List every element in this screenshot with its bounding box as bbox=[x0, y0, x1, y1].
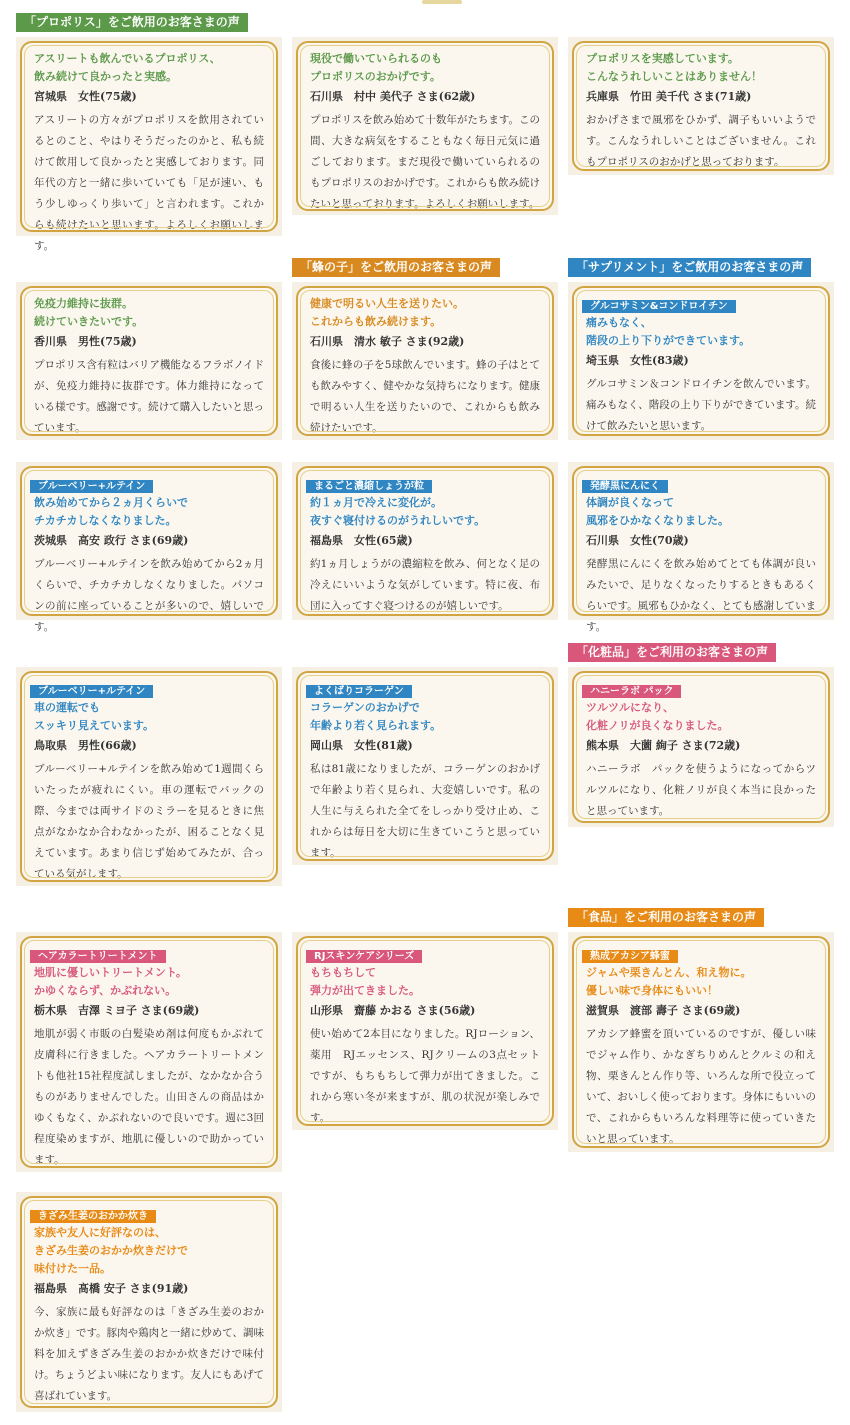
testimonial-body: プロポリスを飲み始めて十数年がたちます。この間、大きな病気をすることもなく毎日元気に過ごしております。まだ現役で働いていられるのもプロポリスのおかげです。これからも飲み続けたいと思っております。よろしくお願いします。 bbox=[310, 114, 540, 210]
testimonial-headline: 痛みもなく、 階段の上り下りができています。 bbox=[586, 316, 751, 347]
testimonial-body: 私は81歳になりましたが、コラーゲンのおかげで年齢より若く見られ、大変嬉しいです。私の人生に与えられた全てをしっかり受け止め、これからは毎日を大切に生きていこうと思っています。 bbox=[310, 763, 540, 859]
testimonial-card bbox=[568, 932, 834, 1152]
testimonial-card bbox=[292, 667, 558, 865]
product-badge: まるごと濃縮しょうが粒 bbox=[306, 480, 432, 493]
testimonial-author: 山形県 齋藤 かおる さま(56歳) bbox=[310, 1004, 476, 1017]
testimonial-headline: コラーゲンのおかげで 年齢より若く見られます。 bbox=[310, 701, 442, 732]
testimonial-body: 使い始めて2本目になりました。RJローション、薬用 RJエッセンス、RJクリームの3点セットですが、もちもちして弾力が出てきました。これから寒い冬が来ますが、肌の状況が楽しみです。 bbox=[310, 1028, 540, 1124]
testimonial-body: おかげさまで風邪をひかず、調子もいいようです。こんなうれしいことはございません。これもプロポリスのおかげと思っております。 bbox=[586, 114, 816, 168]
testimonial-headline: プロポリスを実感しています。 こんなうれしいことはありません！ bbox=[586, 52, 762, 83]
testimonial-card bbox=[292, 462, 558, 620]
product-badge: ブルーベリー+ルテイン bbox=[30, 685, 153, 698]
testimonial-body: アスリートの方々がプロポリスを飲用されているとのこと、やはりそうだったのかと、私も続けて飲用して良かったと実感しております。同年代の方と一緒に歩いていても「足が速い、もう少しゆっくり歩いて」と言われます。これからも続けたいと思います。よろしくお願いします。 bbox=[34, 114, 264, 252]
testimonial-author: 香川県 男性(75歳) bbox=[34, 335, 137, 348]
testimonial-body: 食後に蜂の子を5球飲んでいます。蜂の子はとても飲みやすく、健やかな気持ちになります。健康で明るい人生を送りたいので、これからも飲み続けたいです。 bbox=[310, 359, 540, 434]
section-label-cosmetics: 「化粧品」をご利用のお客さまの声 bbox=[568, 643, 776, 662]
testimonial-card bbox=[292, 932, 558, 1130]
testimonial-author: 熊本県 大薗 絢子 さま(72歳) bbox=[586, 739, 741, 752]
section-label-supplement: 「サプリメント」をご飲用のお客さまの声 bbox=[568, 258, 811, 277]
section-label-hachinoko: 「蜂の子」をご飲用のお客さまの声 bbox=[292, 258, 500, 277]
testimonial-headline: ツルツルになり、 化粧ノリが良くなりました。 bbox=[586, 701, 729, 732]
top-decoration bbox=[422, 0, 462, 4]
testimonial-body: アカシア蜂蜜を頂いているのですが、優しい味でジャム作り、かなぎちりめんとクルミの和え物、栗きんとん作り等、いろんな所で役立っていて、おいしく使っております。身体にもいいので、これからもいろんな料理等に使っていきたいと思っています。 bbox=[586, 1028, 816, 1145]
testimonial-headline: 約１ヵ月で冷えに変化が。 夜すぐ寝付けるのがうれしいです。 bbox=[310, 496, 486, 527]
testimonial-headline: アスリートも飲んでいるプロポリス、 飲み続けて良かったと実感。 bbox=[34, 52, 221, 83]
testimonial-author: 栃木県 吉澤 ミヨ子 さま(69歳) bbox=[34, 1004, 200, 1017]
product-badge: ハニーラボ パック bbox=[582, 685, 681, 698]
product-badge: きざみ生姜のおかか炊き bbox=[30, 1210, 156, 1223]
product-badge: ブルーベリー+ルテイン bbox=[30, 480, 153, 493]
testimonial-card bbox=[16, 282, 282, 440]
testimonial-card bbox=[568, 667, 834, 827]
testimonial-body: ブルーベリー+ルテインを飲み始めてから2ヵ月くらいで、チカチカしなくなりました。パソコンの前に座っていることが多いので、嬉しいです。 bbox=[34, 558, 264, 633]
product-badge: RJスキンケアシリーズ bbox=[306, 950, 422, 963]
product-badge: 熟成アカシア蜂蜜 bbox=[582, 950, 678, 963]
testimonial-card bbox=[568, 282, 834, 440]
testimonial-card bbox=[292, 282, 558, 440]
testimonial-author: 石川県 女性(70歳) bbox=[586, 534, 689, 547]
testimonial-author: 福島県 髙橋 安子 さま(91歳) bbox=[34, 1282, 189, 1295]
testimonial-author: 福島県 女性(65歳) bbox=[310, 534, 413, 547]
testimonial-body: グルコサミン＆コンドロイチンを飲んでいます。痛みもなく、階段の上り下りができています。続けて飲みたいと思います。 bbox=[586, 378, 816, 432]
testimonial-author: 鳥取県 男性(66歳) bbox=[34, 739, 137, 752]
testimonial-card bbox=[16, 667, 282, 886]
product-badge: よくばりコラーゲン bbox=[306, 685, 412, 698]
product-badge: グルコサミン&コンドロイチン bbox=[582, 300, 736, 313]
testimonial-body: プロポリス含有粒はバリア機能なるフラボノイドが、免疫力維持に抜群です。体力維持になっている様です。感謝です。続けて購入したいと思っています。 bbox=[34, 359, 264, 434]
testimonial-body: 今、家族に最も好評なのは「きざみ生姜のおかか炊き」です。豚肉や鶏肉と一緒に炒めて、調味料を加えずきざみ生姜のおかか炊きだけで味付け。ちょうどよい味になります。友人にもあげて喜ばれています。 bbox=[34, 1306, 264, 1402]
testimonial-headline: ジャムや栗きんとん、和え物に。 優しい味で身体にもいい！ bbox=[586, 966, 752, 997]
testimonial-card bbox=[568, 462, 834, 633]
testimonial-body: 約1ヵ月しょうがの濃縮粒を飲み、何となく足の冷えにいいような気がしています。特に夜、布団に入ってすぐ寝つけるのが嬉しいです。 bbox=[310, 558, 540, 612]
testimonial-card bbox=[16, 1192, 282, 1412]
testimonial-author: 埼玉県 女性(83歳) bbox=[586, 354, 689, 367]
testimonial-headline: 体調が良くなって 風邪をひかなくなりました。 bbox=[586, 496, 729, 527]
testimonial-author: 兵庫県 竹田 美千代 さま(71歳) bbox=[586, 90, 752, 103]
testimonial-author: 宮城県 女性(75歳) bbox=[34, 90, 137, 103]
testimonial-body: 発酵黒にんにくを飲み始めてとても体調が良いみたいで、足りなくなったりするときもあるくらいです。風邪もひかなく、とても感謝しています。 bbox=[586, 558, 816, 633]
testimonial-author: 石川県 村中 美代子 さま(62歳) bbox=[310, 90, 476, 103]
testimonial-body: 地肌が弱く市販の白髪染め剤は何度もかぶれて皮膚科に行きました。ヘアカラートリートメントも他社15社程度試しましたが、なかなか合うものがありませんでした。山田さんの商品はかゆくもなく、かぶれないので良いです。週に3回程度染めますが、地肌に優しいので助かっています。 bbox=[34, 1028, 264, 1166]
testimonial-author: 岡山県 女性(81歳) bbox=[310, 739, 413, 752]
testimonial-body: ハニーラボ パックを使うようになってからツルツルになり、化粧ノリが良く本当に良かったと思っています。 bbox=[586, 763, 816, 817]
testimonial-headline: 地肌に優しいトリートメント。 かゆくならず、かぶれない。 bbox=[34, 966, 187, 997]
testimonial-card bbox=[16, 932, 282, 1172]
testimonial-headline: 免疫力維持に抜群。 続けていきたいです。 bbox=[34, 297, 144, 328]
testimonial-author: 茨城県 高安 政行 さま(69歳) bbox=[34, 534, 189, 547]
testimonial-card bbox=[568, 37, 834, 175]
testimonial-author: 滋賀県 渡部 壽子 さま(69歳) bbox=[586, 1004, 741, 1017]
testimonial-author: 石川県 清水 敏子 さま(92歳) bbox=[310, 335, 465, 348]
testimonial-headline: 家族や友人に好評なのは、 きざみ生姜のおかか炊きだけで 味付けた一品。 bbox=[34, 1226, 188, 1275]
testimonial-headline: 現役で働いていられるのも プロポリスのおかげです。 bbox=[310, 52, 442, 83]
product-badge: ヘアカラートリートメント bbox=[30, 950, 166, 963]
section-label-propolis: 「プロポリス」をご飲用のお客さまの声 bbox=[16, 13, 248, 32]
testimonial-headline: もちもちして 弾力が出てきました。 bbox=[310, 966, 420, 997]
testimonial-headline: 健康で明るい人生を送りたい。 これからも飲み続けます。 bbox=[310, 297, 464, 328]
testimonial-headline: 車の運転でも スッキリ見えています。 bbox=[34, 701, 155, 732]
testimonial-body: ブルーベリー+ルテインを飲み始めて1週間くらいたったが疲れにくい。車の運転でバックの際、今までは両サイドのミラーを見るときに焦点がなかなか合わなかったが、困ることなく見えています。あまり信じず始めてみたが、合っている気がします。 bbox=[34, 763, 264, 880]
section-label-food: 「食品」をご利用のお客さまの声 bbox=[568, 908, 764, 927]
testimonial-card bbox=[16, 462, 282, 633]
product-badge: 発酵黒にんにく bbox=[582, 480, 668, 493]
testimonial-headline: 飲み始めてから２ヵ月くらいで チカチカしなくなりました。 bbox=[34, 496, 188, 527]
testimonial-card bbox=[292, 37, 558, 215]
testimonial-card bbox=[16, 37, 282, 252]
